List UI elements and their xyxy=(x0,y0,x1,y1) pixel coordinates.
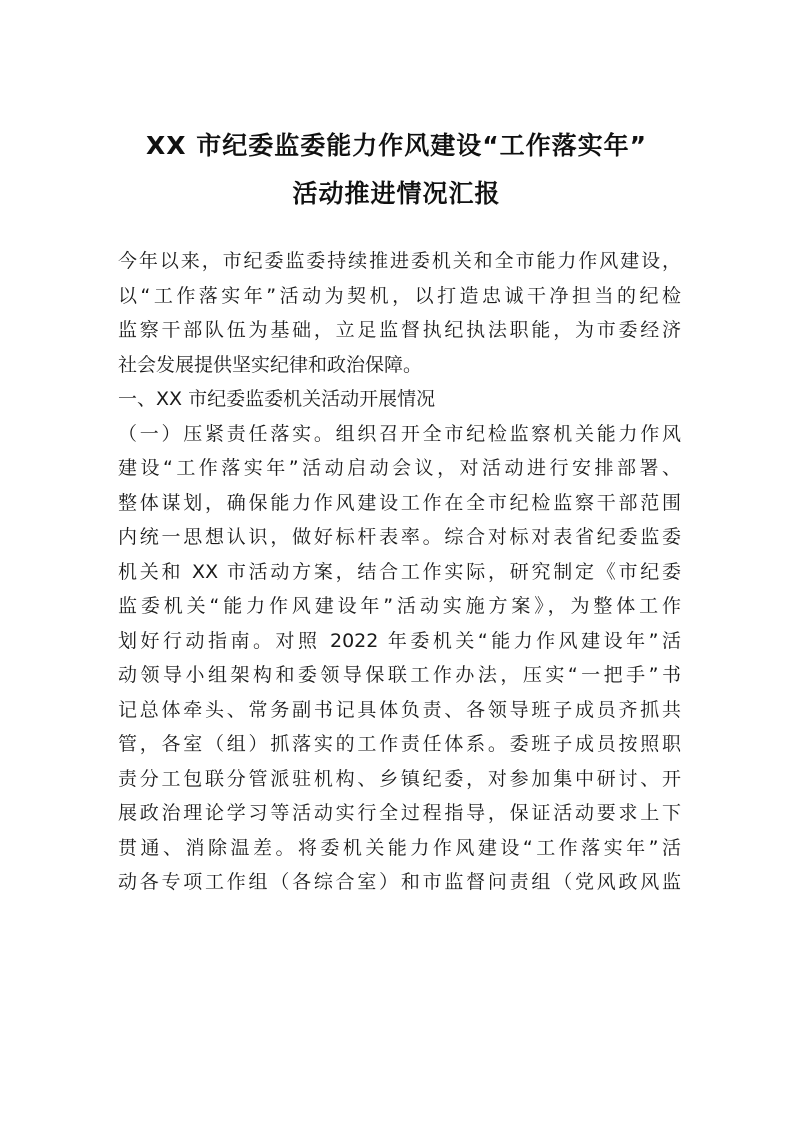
paragraph-intro-line: 监察干部队伍为基础，立足监督执纪执法职能，为市委经济 xyxy=(118,319,681,341)
paragraph-body-line: 展政治理论学习等活动实行全过程指导，保证活动要求上下 xyxy=(118,802,681,824)
paragraph-body-line: 机关和 XX 市活动方案，结合工作实际，研究制定《市纪委 xyxy=(118,560,681,583)
paragraph-body-line: 管，各室（组）抓落实的工作责任体系。委班子成员按照职 xyxy=(118,733,681,755)
document-title-line-1: XX 市纪委监委能力作风建设“工作落实年” xyxy=(145,131,648,160)
paragraph-body-line: 建设“工作落实年”活动启动会议，对活动进行安排部署、 xyxy=(118,457,681,479)
paragraph-body-line: 内统一思想认识，做好标杆表率。综合对标对表省纪委监委 xyxy=(118,526,681,548)
paragraph-intro-line: 以“工作落实年”活动为契机，以打造忠诚干净担当的纪检 xyxy=(118,284,681,307)
paragraph-body-line: 贯通、消除温差。将委机关能力作风建设“工作落实年”活 xyxy=(118,836,681,859)
paragraph-body-line: 动各专项工作组（各综合室）和市监督问责组（党风政风监 xyxy=(118,871,681,893)
paragraph-intro-line: 今年以来，市纪委监委持续推进委机关和全市能力作风建设， xyxy=(118,250,681,272)
paragraph-body-line: 监委机关“能力作风建设年”活动实施方案》，为整体工作 xyxy=(118,595,681,617)
document-title-line-2: 活动推进情况汇报 xyxy=(292,179,501,208)
paragraph-intro-line: 社会发展提供坚实纪律和政治保障。 xyxy=(118,353,423,376)
document-body xyxy=(118,244,681,900)
paragraph-body-line: （一）压紧责任落实。组织召开全市纪检监察机关能力作风 xyxy=(118,422,681,445)
section-heading: 一、XX 市纪委监委机关活动开展情况 xyxy=(118,388,436,410)
paragraph-body-line: 责分工包联分管派驻机构、乡镇纪委，对参加集中研讨、开 xyxy=(118,767,681,790)
paragraph-body-line: 整体谋划，确保能力作风建设工作在全市纪检监察干部范围 xyxy=(118,491,681,514)
paragraph-body-line: 划好行动指南。对照 2022 年委机关“能力作风建设年”活 xyxy=(118,629,681,652)
paragraph-body-line: 动领导小组架构和委领导保联工作办法，压实“一把手”书 xyxy=(118,664,681,686)
paragraph-body-line: 记总体牵头、常务副书记具体负责、各领导班子成员齐抓共 xyxy=(118,698,681,721)
